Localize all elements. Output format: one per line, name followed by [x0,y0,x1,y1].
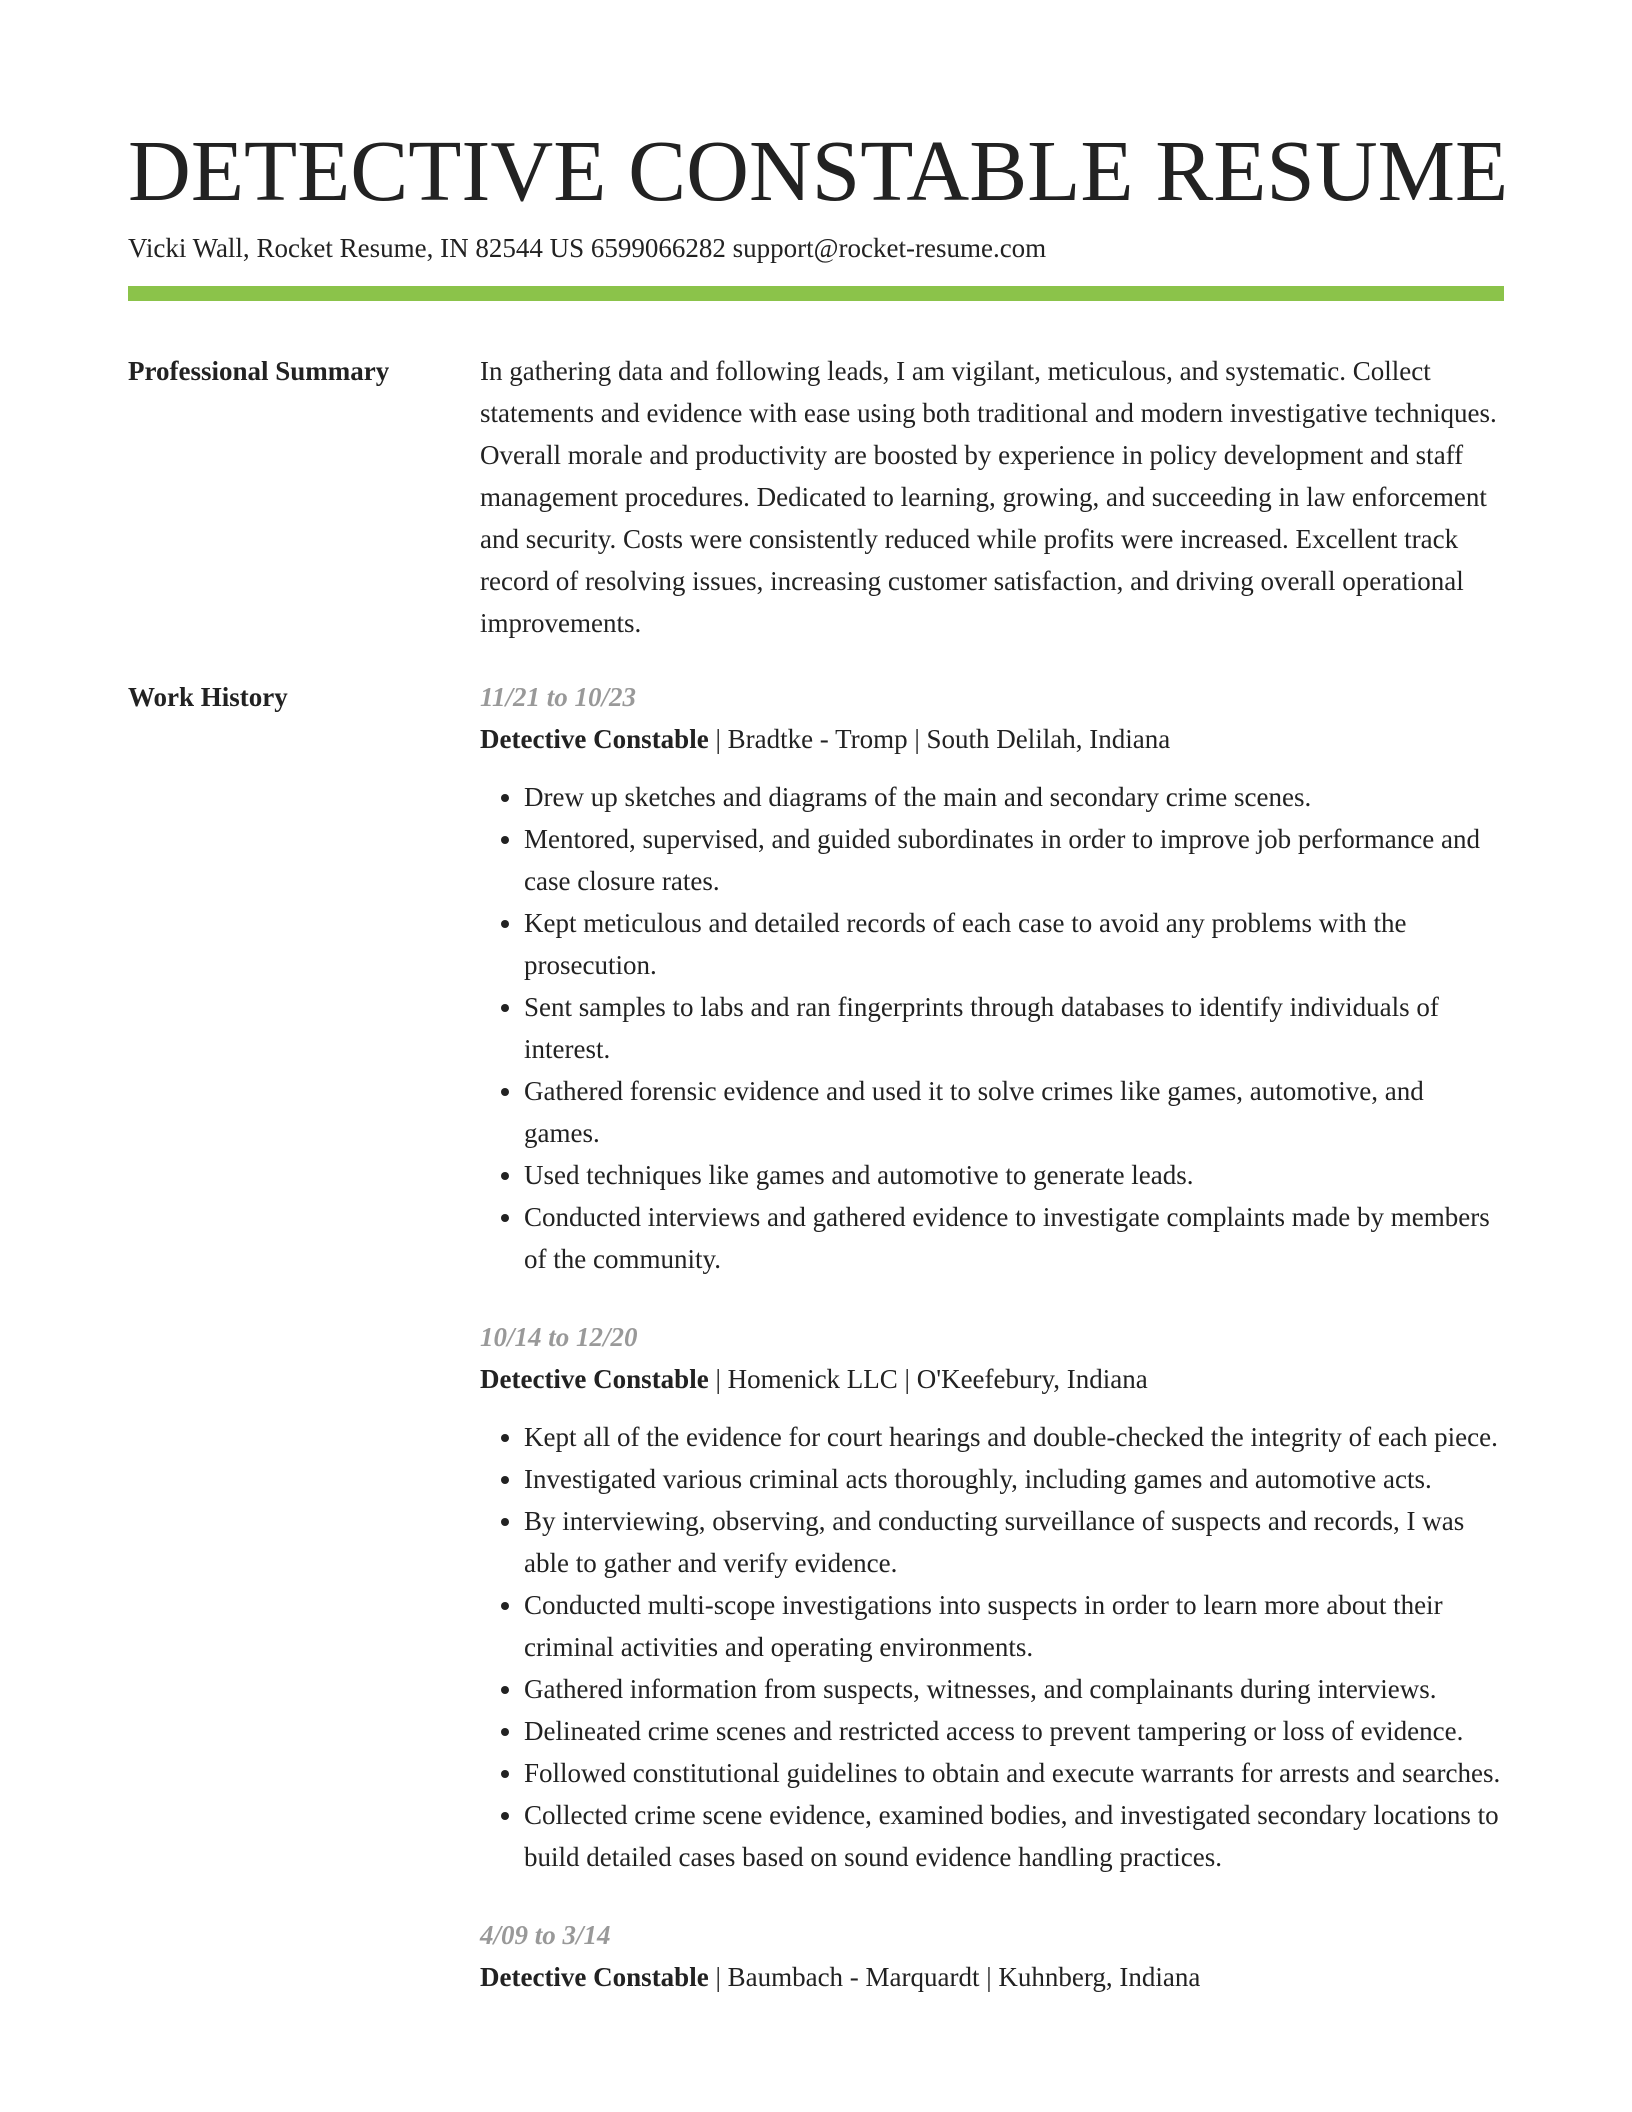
job-bullet: • Used techniques like games and automotive to generate leads. [524,1154,1504,1196]
job-employer-location: | Homenick LLC | O'Keefebury, Indiana [708,1364,1148,1394]
job-entry-2 [480,1316,1504,1878]
job-title: Detective Constable [480,1962,709,1992]
job-employer-location: | Bradtke - Tromp | South Delilah, Indiana [708,724,1171,754]
summary-text: In gathering data and following leads, I am vigilant, meticulous, and systematic. Collect statements and evidence with ease using both traditional and modern investigative techniques. Overall morale and productivity are boosted by experience in policy development and staff management procedures. Dedicated to learning, growing, and succeeding in law enforcement and security. Costs were consistently reduced while profits were increased. Excellent track record of resolving issues, increasing customer satisfaction, and driving overall operational improvements. [480,356,1497,638]
job-bullet: • Delineated crime scenes and restricted access to prevent tampering or loss of evidence. [524,1710,1504,1752]
job-dates: 11/21 to 10/23 [480,682,637,712]
job-entry-1 [480,676,1504,1280]
job-entry-3 [480,1914,1504,1998]
job-employer-location: | Baumbach - Marquardt | Kuhnberg, Indiana [708,1962,1201,1992]
job-bullet: • Conducted interviews and gathered evidence to investigate complaints made by members of the community. [524,1196,1504,1280]
job-bullet: • Conducted multi-scope investigations into suspects in order to learn more about their criminal activities and operating environments. [524,1584,1504,1668]
job-bullet: • Kept all of the evidence for court hearings and double-checked the integrity of each piece. [524,1416,1504,1458]
section-label-professional-summary: Professional Summary [128,356,390,386]
job-header [480,1956,1504,1998]
job-bullet: • Sent samples to labs and ran fingerprints through databases to identify individuals of interest. [524,986,1504,1070]
job-bullet: • Investigated various criminal acts thoroughly, including games and automotive acts. [524,1458,1504,1500]
job-bullet: • Collected crime scene evidence, examined bodies, and investigated secondary locations to build detailed cases based on sound evidence handling practices. [524,1794,1504,1878]
job-header [480,718,1504,760]
contact-phone: 6599066282 [590,233,726,263]
section-label-work-history: Work History [128,682,288,712]
job-bullet-list [480,1416,1504,1878]
job-bullet: • Followed constitutional guidelines to obtain and execute warrants for arrests and searches. [524,1752,1504,1794]
contact-email: support@rocket-resume.com [732,233,1047,263]
contact-line [128,230,1046,266]
job-dates: 4/09 to 3/14 [480,1920,611,1950]
job-bullet: • Kept meticulous and detailed records of each case to avoid any problems with the prosecution. [524,902,1504,986]
job-bullet: • Gathered forensic evidence and used it to solve crimes like games, automotive, and games. [524,1070,1504,1154]
job-header [480,1358,1504,1400]
resume-title: DETECTIVE CONSTABLE RESUME [128,122,1509,219]
job-bullet: • Gathered information from suspects, witnesses, and complainants during interviews. [524,1668,1504,1710]
job-bullet: • By interviewing, observing, and conducting surveillance of suspects and records, I was able to gather and verify evidence. [524,1500,1504,1584]
job-title: Detective Constable [480,1364,709,1394]
work-history-body [480,676,1504,2034]
job-bullet-list [480,776,1504,1280]
job-bullet: • Mentored, supervised, and guided subordinates in order to improve job performance and case closure rates. [524,818,1504,902]
job-bullet: • Drew up sketches and diagrams of the main and secondary crime scenes. [524,776,1504,818]
summary-body [480,350,1504,644]
header-divider [128,286,1504,301]
contact-location: Rocket Resume, IN 82544 US [256,233,585,263]
job-dates: 10/14 to 12/20 [480,1322,638,1352]
job-title: Detective Constable [480,724,709,754]
contact-name: Vicki Wall, [128,233,250,263]
